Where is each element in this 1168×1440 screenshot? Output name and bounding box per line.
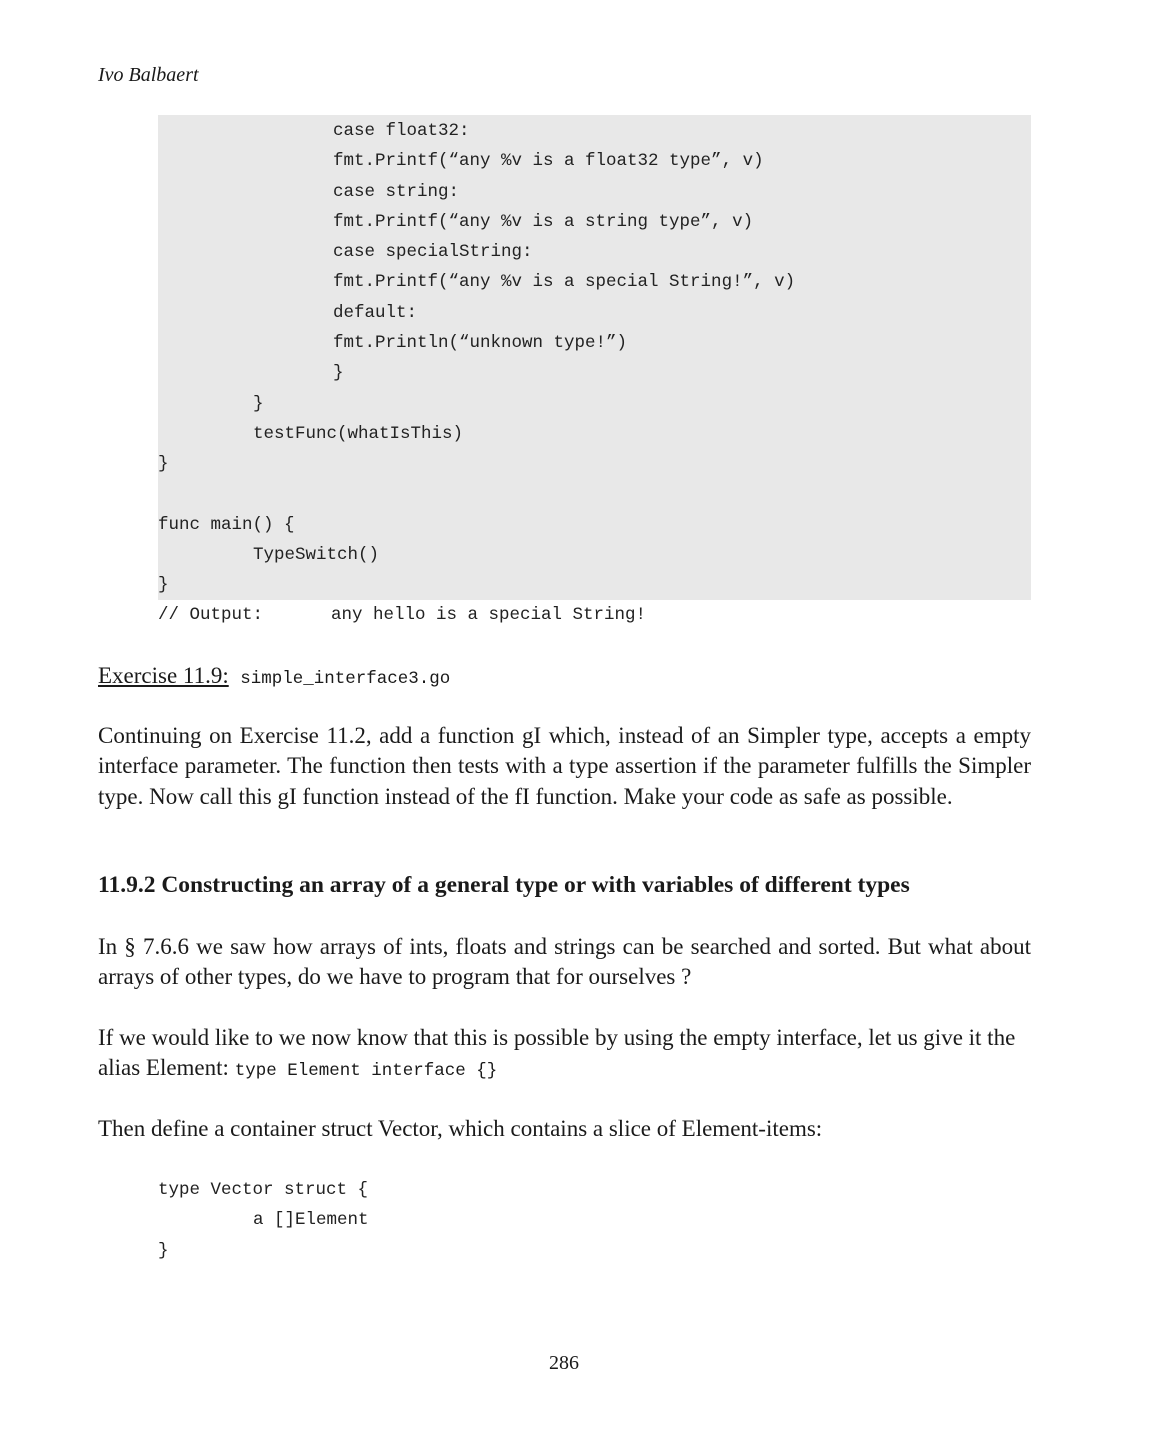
paragraph-4: Then define a container struct Vector, which contains a slice of Element-items: xyxy=(98,1116,823,1141)
paragraph-3-text: If we would like to we now know that this is possible by using the empty interface, let us give it the alias Element: xyxy=(98,1025,1016,1081)
code-line: case specialString: xyxy=(333,242,533,263)
code-line: default: xyxy=(333,302,418,323)
code-line xyxy=(158,480,795,510)
exercise-line xyxy=(98,661,1031,694)
code-block-1 xyxy=(158,116,795,601)
code-line: fmt.Printf(“any %v is a special String!”, v) xyxy=(333,272,796,293)
code-line: fmt.Printf(“any %v is a string type”, v) xyxy=(333,211,754,232)
paragraph-1: Continuing on Exercise 11.2, add a function gI which, instead of an Simpler type, accepts a empty interface parameter. The function then tests with a type assertion if the parameter fulfills the Simpler type. Now call this gI function instead of the fI function. Make your code as safe as possible. xyxy=(98,723,1031,809)
code-line: TypeSwitch() xyxy=(253,545,380,566)
page-number: 286 xyxy=(549,1352,579,1374)
code-line: type Vector struct { xyxy=(158,1180,369,1200)
code-line: testFunc(whatIsThis) xyxy=(253,423,464,444)
output-label: // Output: xyxy=(158,605,264,625)
code-line: case string: xyxy=(333,181,460,202)
code-line: case float32: xyxy=(333,121,470,141)
code-line: } xyxy=(158,1240,169,1261)
code-line: fmt.Println(“unknown type!”) xyxy=(333,333,628,354)
exercise-file: simple_interface3.go xyxy=(240,669,451,689)
paragraph-2: In § 7.6.6 we saw how arrays of ints, floats and strings can be searched and sorted. But what about arrays of other types, do we have to program that for ourselves ? xyxy=(98,934,1031,990)
code-line: fmt.Printf(“any %v is a float32 type”, v) xyxy=(333,151,764,172)
code-block-2 xyxy=(158,1175,369,1266)
code-line: func main() { xyxy=(158,514,295,535)
code-line: a []Element xyxy=(253,1210,369,1231)
output-text: any hello is a special String! xyxy=(331,605,647,625)
running-header: Ivo Balbaert xyxy=(98,64,199,86)
inline-code: type Element interface {} xyxy=(234,1061,498,1082)
code-line: } xyxy=(253,393,264,414)
code-line: } xyxy=(158,575,169,596)
code-line: } xyxy=(158,454,169,475)
output-line xyxy=(158,600,647,630)
exercise-label: Exercise 11.9: xyxy=(98,663,229,688)
paragraph-3 xyxy=(98,1023,1031,1087)
section-heading: 11.9.2 Constructing an array of a general type or with variables of different types xyxy=(98,872,910,898)
code-line: } xyxy=(333,363,344,384)
